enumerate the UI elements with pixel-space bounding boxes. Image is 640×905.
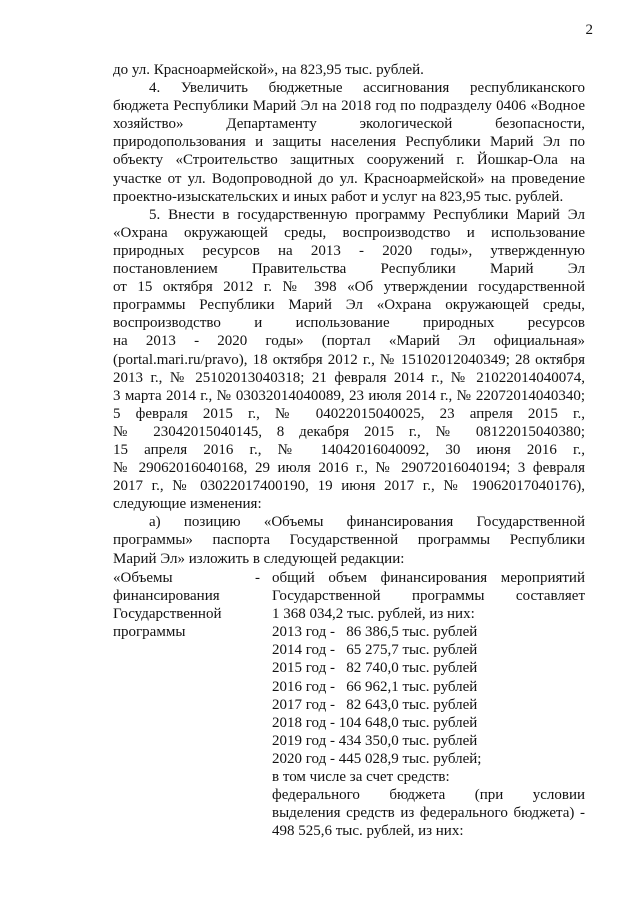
table-right-line: 2015 год - 82 740,0 тыс. рублей [272,660,478,677]
table-right-line: 2013 год - 86 386,5 тыс. рублей [272,624,478,641]
table-right-column [272,569,585,840]
table-right-line: 2020 год - 445 028,9 тыс. рублей; [272,750,482,767]
text-line: (portal.mari.ru/pravo), 18 октября 2012 г., № 15102012040349; 28 октября [113,351,585,368]
table-right-line: 2017 год - 82 643,0 тыс. рублей [272,696,478,713]
text-line: № 23042015040145, 8 декабря 2015 г., № 08122015040380; [113,423,585,440]
table-right-line: в том числе за счет средств: [272,769,450,786]
text-line: воспроизводство и использование природных ресурсов [113,315,585,332]
table-right-line: 2018 год - 104 648,0 тыс. рублей [272,714,478,731]
table-right-line: федерального бюджета (при условии [272,787,585,804]
text-line: объекту «Строительство защитных сооружений г. Йошкар-Ола на [113,152,585,169]
page-number: 2 [585,22,593,38]
table-right-line: Государственной программы составляет [272,588,585,605]
table-left-line: финансирования [113,588,220,605]
table-right-line: 2014 год - 65 275,7 тыс. рублей [272,642,478,659]
table-left-line: «Объемы [113,570,173,586]
text-line: природных ресурсов на 2013 - 2020 годы», утвержденную [113,242,585,259]
text-line: а) позицию «Объемы финансирования Государственной [149,514,585,531]
text-line: следующие изменения: [113,496,262,513]
text-line: 5 февраля 2015 г., № 04022015040025, 23 апреля 2015 г., [113,405,585,422]
text-line: проектно-изыскательских и иных работ и услуг на 823,95 тыс. рублей. [113,188,564,205]
text-line: постановлением Правительства Республики Марий Эл [113,261,585,278]
table-right-line: 498 525,6 тыс. рублей, из них: [272,823,464,840]
table-dash: - [255,570,260,586]
text-line: 4. Увеличить бюджетные ассигнования республиканского [149,80,585,97]
table-left-line: Государственной [113,606,222,623]
table-right-line: 2016 год - 66 962,1 тыс. рублей [272,678,478,695]
text-line: 2013 г., № 25102013040318; 21 февраля 2014 г., № 21022014040074, [113,369,585,386]
text-line: до ул. Красноармейской», на 823,95 тыс. рублей. [113,62,424,78]
table-right-line: 1 368 034,2 тыс. рублей, из них: [272,606,475,623]
text-line: от 15 октября 2012 г. № 398 «Об утверждении государственной [113,279,585,296]
text-line: 5. Внести в государственную программу Республики Марий Эл [149,206,585,223]
text-line: природопользования и защиты населения Республики Марий Эл по [113,134,585,151]
text-line: программы Республики Марий Эл «Охрана окружающей среды, [113,297,585,314]
text-line: 2017 г., № 03022017400190, 19 июня 2017 г., № 19062017040176), [113,478,585,495]
table-left-line: программы [113,624,186,641]
text-line: № 29062016040168, 29 июля 2016 г., № 29072016040194; 3 февраля [113,460,585,477]
table-right-line: выделения средств из федерального бюджета) - [272,805,585,822]
table-right-line: 2019 год - 434 350,0 тыс. рублей [272,732,478,749]
text-line: «Охрана окружающей среды, воспроизводство и использование [113,224,585,241]
table-right-line: общий объем финансирования мероприятий [272,570,585,586]
text-line: Марий Эл» изложить в следующей редакции: [113,550,405,567]
table-left-column [113,569,253,641]
document-body [113,61,585,568]
text-line: хозяйство» Департаменту экологической безопасности, [113,116,585,133]
text-line: программы» паспорта Государственной программы Республики [113,532,585,549]
text-line: участке от ул. Водопроводной до ул. Красноармейской» на проведение [113,170,585,187]
text-line: 3 марта 2014 г., № 03032014040089, 23 июля 2014 г., № 22072014040340; [113,387,585,404]
text-line: 15 апреля 2016 г., № 14042016040092, 30 июня 2016 г., [113,441,585,458]
text-line: на 2013 - 2020 годы» (портал «Марий Эл официальная» [113,333,585,350]
text-line: бюджета Республики Марий Эл на 2018 год по подразделу 0406 «Водное [113,98,585,115]
